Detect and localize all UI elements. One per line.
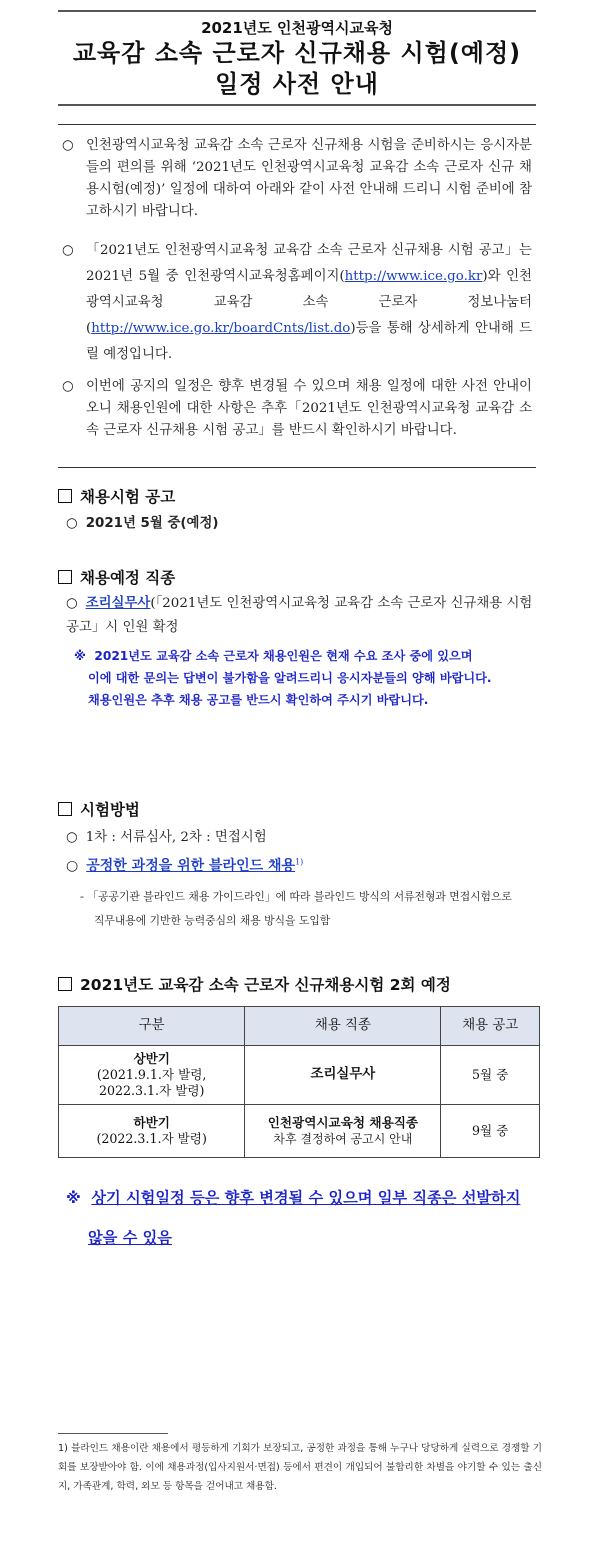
reference-mark-icon: ※ [66, 1189, 81, 1207]
table-cell-notice: 9월 중 [441, 1105, 540, 1158]
homepage-link[interactable]: http://www.ice.go.kr [344, 269, 483, 284]
square-bullet-icon [58, 977, 72, 991]
section-method-heading: 시험방법 [58, 798, 140, 820]
circle-bullet-icon: ○ [66, 858, 79, 874]
intro-paragraph-2-text: 「2021년도 인천광역시교육청 교육감 소속 근로자 신규채용 시험 공고」는 2021년 5월 중 인천광역시교육청홈페이지(http://www.ice.go.kr)와 인천광역시교육청 교육감 소속 근로자 정보나눔터 (http://www.ice.go.kr/boardCnts/list.do)등을 통해 상세하게 안내해 드릴 예정입니다. [86, 243, 532, 362]
table-header-row [59, 1007, 540, 1046]
circle-bullet-icon: ○ [62, 379, 74, 394]
table-cell-job: 인천광역시교육청 채용직종 차후 결정하여 공고시 안내 [245, 1105, 441, 1158]
intro-paragraph-2 [62, 238, 532, 368]
jobs-item: ○ 조리실무사(「2021년도 인천광역시교육청 교육감 소속 근로자 신규채용 시험 공고」시 인원 확정 [66, 596, 533, 635]
intro-paragraph-1-text: 인천광역시교육청 교육감 소속 근로자 신규채용 시험을 준비하시는 응시자분들의 편의를 위해 ‘2021년도 인천광역시교육청 교육감 소속 근로자 신규 채용시험(예정)’ 일정에 대하여 아래와 같이 사전 안내해 드리니 시험 준비에 참고하시기 바랍니다. [86, 138, 532, 219]
info-board-link[interactable]: http://www.ice.go.kr/boardCnts/list.do [91, 321, 351, 336]
circle-bullet-icon: ○ [62, 243, 74, 258]
circle-bullet-icon: ○ [62, 138, 74, 153]
table-header-notice: 채용 공고 [441, 1007, 540, 1046]
announce-date: 2021년 5월 중(예정) [85, 516, 219, 531]
table-header-job: 채용 직종 [245, 1007, 441, 1046]
document-title-line2: 일정 사전 안내 [215, 70, 379, 98]
job-cook-assistant: 조리실무사 [85, 596, 151, 611]
jobs-notice: ※ 2021년도 교육감 소속 근로자 채용인원은 현재 수요 조사 중에 있으며 이에 대한 문의는 답변이 불가함을 알려드리니 응시자분들의 양해 바랍니다. 채용인원은 추후 채용 공고를 반드시 확인하여 주시기 바랍니다. [74, 649, 492, 707]
section-jobs-heading: 채용예정 직종 [58, 566, 175, 588]
table-row [59, 1105, 540, 1158]
blind-hiring-text: 공정한 과정을 위한 블라인드 채용 [86, 858, 296, 874]
square-bullet-icon [58, 570, 72, 584]
square-bullet-icon [58, 489, 72, 503]
title-box [58, 10, 536, 106]
method-item-2 [66, 855, 303, 875]
circle-bullet-icon: ○ [66, 830, 78, 845]
final-notice: ※ 상기 시험일정 등은 향후 변경될 수 있으며 일부 직종은 선발하지 않을 수 있음 [66, 1189, 521, 1247]
circle-bullet-icon: ○ [66, 516, 78, 531]
reference-mark-icon: ※ [74, 649, 86, 663]
footnote-text: 블라인드 채용이란 채용에서 평등하게 기회가 보장되고, 공정한 과정을 통해 누구나 당당하게 실력으로 경쟁할 기회를 보장받아야 함. 이에 채용과정(입사지원서·면접) 등에서 편견이 개입되어 불합리한 차별을 야기할 수 있는 출신지, 가족관계, 학력, 외모 등 항목을 걷어내고 채용함. [58, 1443, 542, 1492]
table-row [59, 1046, 540, 1105]
footnote-ref: 1) [295, 857, 304, 867]
table-header-period: 구분 [59, 1007, 245, 1046]
footnote-divider [58, 1433, 168, 1434]
footnote [58, 1439, 542, 1496]
table-cell-job: 조리실무사 [245, 1046, 441, 1105]
circle-bullet-icon: ○ [66, 596, 78, 611]
intro-paragraph-3-text: 이번에 공지의 일정은 향후 변경될 수 있으며 채용 일정에 대한 사전 안내이오니 채용인원에 대한 사항은 추후「2021년도 인천광역시교육청 교육감 소속 근로자 신규채용 시험 공고」를 반드시 확인하시기 바랍니다. [86, 379, 532, 438]
footnote-number: 1) [58, 1443, 68, 1454]
schedule-table [58, 1006, 540, 1158]
method-sub-text: - 「공공기관 블라인드 채용 가이드라인」에 따라 블라인드 방식의 서류전형과 면접시험으로 직무내용에 기반한 능력중심의 채용 방식을 도입함 [80, 890, 512, 927]
document-subtitle: 2021년도 인천광역시교육청 [201, 19, 393, 37]
table-cell-period: 하반기 (2022.3.1.자 발령) [59, 1105, 245, 1158]
table-cell-period: 상반기 (2021.9.1.자 발령, 2022.3.1.자 발령) [59, 1046, 245, 1105]
table-cell-notice: 5월 중 [441, 1046, 540, 1105]
announce-item [66, 512, 219, 531]
section-announce-heading: 채용시험 공고 [58, 485, 175, 507]
section-schedule-heading: 2021년도 교육감 소속 근로자 신규채용시험 2회 예정 [58, 973, 451, 995]
method-item-1: ○ 1차 : 서류심사, 2차 : 면접시험 [66, 830, 267, 845]
intro-bottom-divider [58, 467, 536, 468]
document-title-line1: 교육감 소속 근로자 신규채용 시험(예정) [72, 39, 522, 67]
intro-paragraph-3 [62, 376, 532, 442]
intro-top-divider [58, 124, 536, 125]
square-bullet-icon [58, 802, 72, 816]
intro-paragraph-1 [62, 135, 532, 223]
